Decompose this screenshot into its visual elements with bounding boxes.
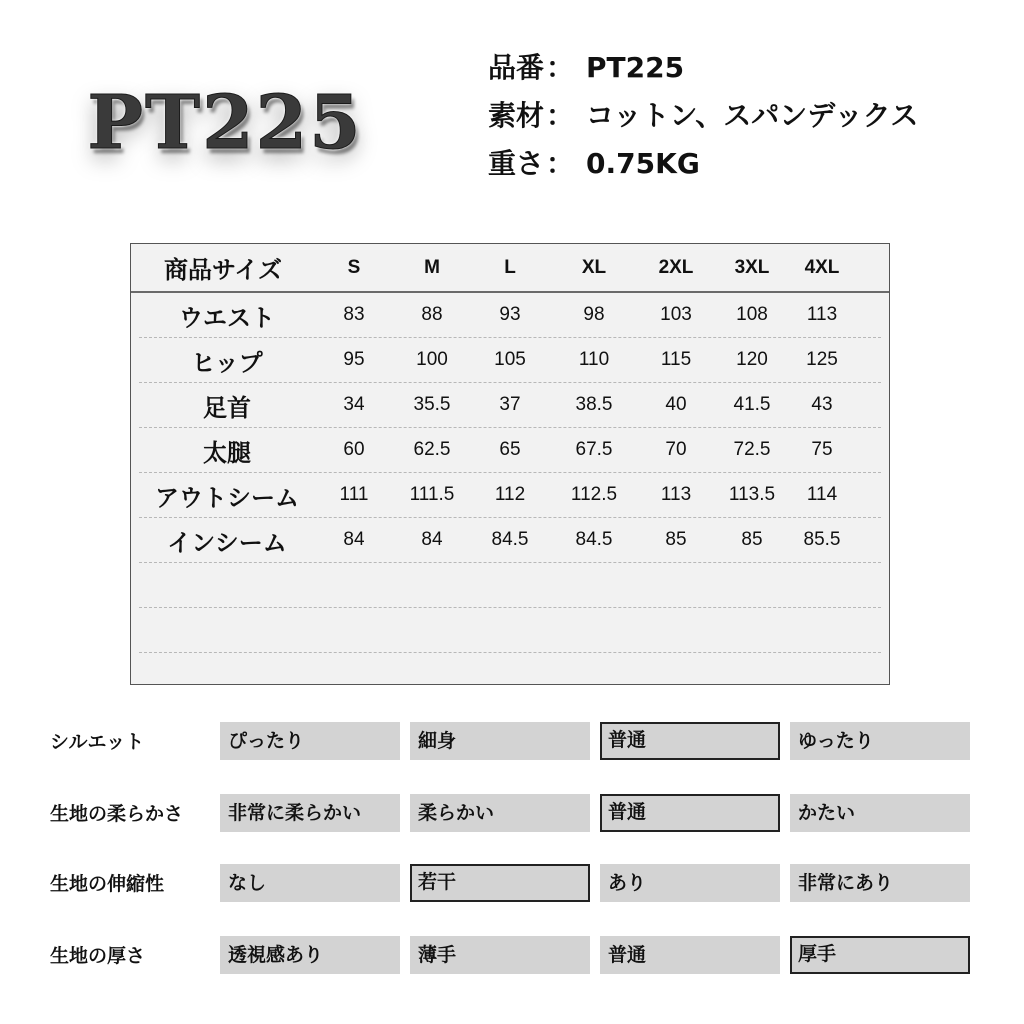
measurement-value: 60 [343, 439, 365, 460]
rating-option: ぴったり [220, 722, 400, 760]
measurement-name: 太腿 [203, 438, 251, 467]
size-header-s: S [347, 256, 361, 278]
table-row [139, 383, 881, 428]
measurement-value: 113 [660, 484, 692, 505]
rating-row [48, 722, 978, 762]
table-row [139, 428, 881, 473]
rating-option: 普通 [600, 936, 780, 974]
size-header-2xl: 2XL [658, 256, 694, 278]
measurement-value: 85 [741, 529, 763, 550]
measurement-value: 111.5 [409, 484, 455, 505]
measurement-value: 98 [583, 304, 605, 325]
measurement-name: ヒップ [191, 348, 263, 377]
measurement-value: 111 [339, 484, 369, 505]
rating-option-selected: 厚手 [790, 936, 970, 974]
info-separator: ： [546, 147, 575, 180]
size-header-label: 商品サイズ [163, 256, 283, 284]
rating-option: 非常にあり [790, 864, 970, 902]
measurement-value: 84.5 [575, 529, 613, 550]
size-chart-table [130, 243, 890, 685]
table-row [139, 473, 881, 518]
table-row [139, 518, 881, 563]
measurement-value: 34 [343, 394, 365, 415]
table-row [139, 653, 881, 697]
info-value: 0.75KG [586, 147, 700, 180]
rating-row [48, 864, 978, 904]
measurement-value: 65 [499, 439, 521, 460]
size-header-l: L [504, 256, 516, 278]
measurement-value: 84 [343, 529, 365, 550]
rating-option: ゆったり [790, 722, 970, 760]
measurement-value: 113 [806, 304, 838, 325]
info-row-weight [488, 140, 988, 188]
info-separator: ： [546, 51, 575, 84]
measurement-value: 113.5 [728, 484, 776, 505]
measurement-value: 83 [343, 304, 365, 325]
measurement-value: 41.5 [733, 394, 771, 415]
rating-option: 薄手 [410, 936, 590, 974]
rating-option: あり [600, 864, 780, 902]
rating-option: 細身 [410, 722, 590, 760]
info-value: PT225 [586, 51, 685, 84]
rating-row [48, 936, 978, 976]
table-row [139, 608, 881, 653]
measurement-value: 114 [806, 484, 838, 505]
size-header-xl: XL [581, 256, 607, 278]
info-label: 素材 [488, 99, 545, 132]
size-chart-header [131, 244, 889, 293]
measurement-value: 85.5 [803, 529, 841, 550]
info-label: 重さ [488, 147, 545, 180]
rating-option: なし [220, 864, 400, 902]
measurement-value: 103 [660, 304, 692, 325]
measurement-name: インシーム [167, 528, 287, 557]
measurement-value: 108 [736, 304, 768, 325]
measurement-value: 72.5 [733, 439, 771, 460]
rating-option: かたい [790, 794, 970, 832]
measurement-value: 35.5 [413, 394, 451, 415]
measurement-value: 105 [494, 349, 526, 370]
rating-option-selected: 普通 [600, 722, 780, 760]
rating-row [48, 794, 978, 834]
rating-option-selected: 普通 [600, 794, 780, 832]
rating-label: 生地の厚さ [50, 945, 146, 967]
measurement-value: 120 [736, 349, 768, 370]
info-separator: ： [546, 99, 575, 132]
measurement-value: 85 [665, 529, 687, 550]
product-info [488, 44, 988, 188]
rating-label: シルエット [50, 731, 145, 753]
measurement-value: 84.5 [491, 529, 529, 550]
rating-label: 生地の伸縮性 [50, 873, 165, 895]
size-header-3xl: 3XL [734, 256, 770, 278]
measurement-value: 88 [421, 304, 443, 325]
measurement-value: 38.5 [575, 394, 613, 415]
measurement-value: 95 [343, 349, 365, 370]
rating-option-selected: 若干 [410, 864, 590, 902]
table-row [139, 563, 881, 608]
measurement-value: 43 [811, 394, 833, 415]
table-row [139, 293, 881, 338]
rating-option: 非常に柔らかい [220, 794, 400, 832]
rating-option: 柔らかい [410, 794, 590, 832]
measurement-name: ウエスト [179, 303, 275, 332]
measurement-name: 足首 [203, 393, 251, 422]
info-row-product-number [488, 44, 988, 92]
measurement-value: 70 [665, 439, 687, 460]
measurement-value: 37 [499, 394, 521, 415]
measurement-value: 62.5 [413, 439, 451, 460]
info-row-material [488, 92, 988, 140]
measurement-value: 125 [806, 349, 838, 370]
table-row [139, 338, 881, 383]
info-label: 品番 [488, 51, 545, 84]
measurement-name: アウトシーム [155, 483, 299, 512]
measurement-value: 112.5 [570, 484, 618, 505]
measurement-value: 84 [421, 529, 443, 550]
product-code-logo: PT225 [87, 80, 363, 166]
measurement-value: 40 [665, 394, 687, 415]
measurement-value: 112 [494, 484, 526, 505]
rating-option: 透視感あり [220, 936, 400, 974]
measurement-value: 115 [660, 349, 692, 370]
measurement-value: 67.5 [575, 439, 613, 460]
measurement-value: 100 [416, 349, 448, 370]
measurement-value: 75 [811, 439, 833, 460]
rating-label: 生地の柔らかさ [50, 803, 184, 825]
size-header-4xl: 4XL [804, 256, 840, 278]
measurement-value: 93 [499, 304, 521, 325]
measurement-value: 110 [578, 349, 610, 370]
size-header-m: M [424, 256, 440, 278]
info-value: コットン、スパンデックス [586, 99, 919, 132]
